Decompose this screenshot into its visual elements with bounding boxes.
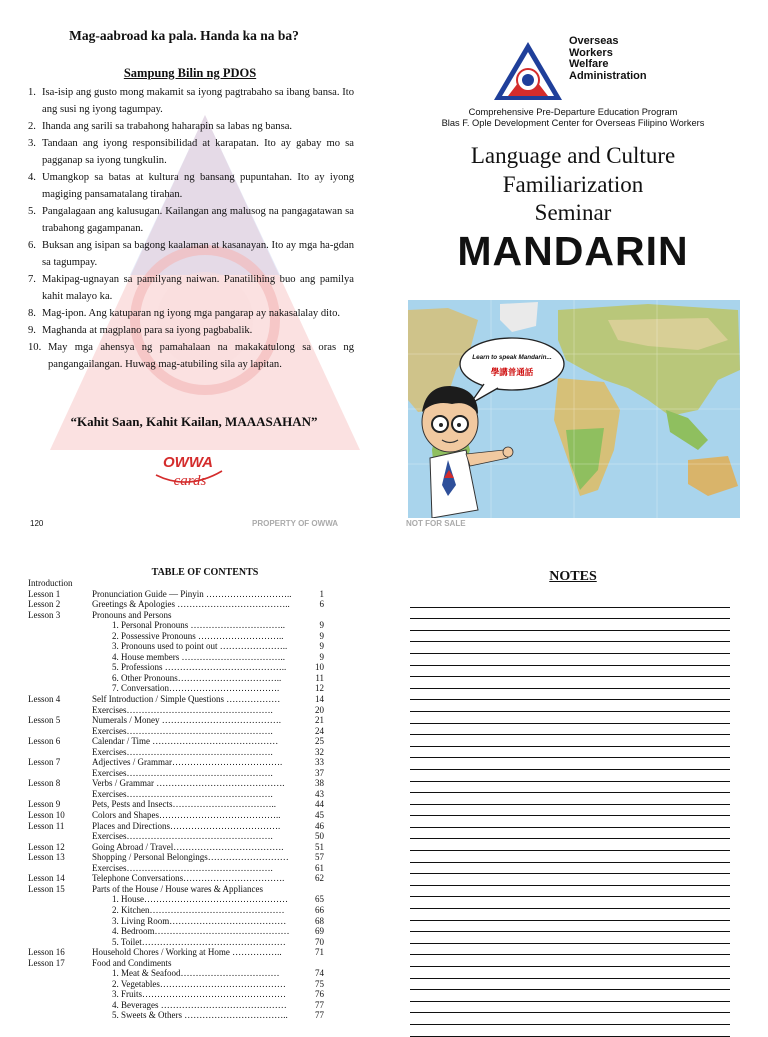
toc-page: 45	[315, 810, 324, 821]
item-text: Mag-ipon. Ang katuparan ng iyong mga pangarap ay nakasalalay dito.	[42, 308, 341, 319]
toc-row	[28, 916, 324, 927]
toc-row	[28, 620, 324, 631]
note-line	[410, 805, 730, 817]
note-line	[410, 596, 730, 608]
toc-entry: 2. Vegetables……………………………………	[112, 978, 286, 989]
toc-entry: Pronunciation Guide — Pinyin ………………………..	[92, 588, 292, 599]
toc-page: 14	[315, 694, 324, 705]
toc-entry: Self Introduction / Simple Questions ………………	[92, 694, 281, 705]
toc-entry: Pronouns and Persons	[92, 609, 172, 620]
toc-entry: 4. Beverages ……………………………………	[112, 999, 287, 1010]
note-line	[410, 677, 730, 689]
toc-row	[28, 863, 324, 874]
note-line	[410, 770, 730, 782]
note-line	[410, 828, 730, 840]
item-number: 6.	[28, 240, 36, 251]
toc-row	[28, 757, 324, 768]
item-number: 8.	[28, 308, 36, 319]
toc-row	[28, 652, 324, 663]
toc-page: 77	[315, 1010, 324, 1021]
not-for-sale-notice: NOT FOR SALE	[406, 519, 466, 528]
note-line	[410, 944, 730, 956]
toc-entry: Household Chores / Working at Home ……………..	[92, 947, 282, 958]
toc-lesson: Lesson 13	[28, 852, 65, 863]
property-notice: PROPERTY OF OWWA	[252, 519, 339, 528]
toc-entry: Exercises………………………………………….	[92, 704, 273, 715]
toc-row	[28, 821, 324, 832]
item-text: Umangkop sa batas at kultura ng bansang pupuntahan. Ito ay iyong magiging pansamatalang tirahan.	[42, 172, 354, 200]
toc-entry: Exercises………………………………………….	[92, 746, 273, 757]
note-line	[410, 793, 730, 805]
toc-entry: Exercises………………………………………….	[92, 862, 273, 873]
toc-page: 9	[319, 651, 324, 662]
toc-page: 61	[315, 862, 324, 873]
toc-row	[28, 905, 324, 916]
toc-page: 44	[315, 799, 324, 810]
toc-page: 69	[315, 926, 324, 937]
toc-row	[28, 768, 324, 779]
note-line	[410, 909, 730, 921]
toc-page: 10	[315, 662, 324, 673]
slogan: “Kahit Saan, Kahit Kailan, MAAASAHAN”	[70, 414, 318, 429]
svg-text:cards: cards	[173, 473, 207, 489]
toc-entry: Colors and Shapes…………………………………..	[92, 810, 281, 821]
toc-lesson: Lesson 2	[28, 599, 61, 610]
note-line	[410, 816, 730, 828]
toc-row	[28, 705, 324, 716]
toc-page: 50	[315, 831, 324, 842]
item-text: Ihanda ang sarili sa trabahong haharapin sa labas ng bansa.	[42, 121, 293, 132]
toc-page: 68	[315, 915, 324, 926]
toc-entry: Verbs / Grammar …………………………………….	[92, 778, 285, 789]
toc-entry: 5. Professions …………………………………..	[112, 662, 287, 673]
toc-row	[28, 715, 324, 726]
toc-row	[28, 789, 324, 800]
note-line	[410, 724, 730, 736]
toc-entry: Pets, Pests and Insects……………………………..	[92, 799, 276, 810]
toc-entry: Exercises………………………………………….	[92, 831, 273, 842]
toc-page: 66	[315, 904, 324, 915]
toc-page: 65	[315, 894, 324, 905]
note-line	[410, 1002, 730, 1014]
toc-row	[28, 810, 324, 821]
toc-lesson: Lesson 15	[28, 883, 65, 894]
list-item	[28, 322, 354, 339]
item-number: 9.	[28, 325, 36, 336]
note-line	[410, 758, 730, 770]
toc-row	[28, 947, 324, 958]
item-number: 3.	[28, 138, 36, 149]
org-name	[569, 36, 647, 82]
toc-row	[28, 799, 324, 810]
toc-entry: Greetings & Apologies ………………………………..	[92, 599, 290, 610]
toc-page: 37	[315, 767, 324, 778]
toc-page: 25	[315, 736, 324, 747]
note-line	[410, 631, 730, 643]
toc-entry: 3. Living Room…………………………………	[112, 915, 287, 926]
toc-row	[28, 873, 324, 884]
toc-page: 9	[319, 641, 324, 652]
toc-lesson: Lesson 17	[28, 957, 65, 968]
toc-page: 71	[315, 947, 324, 958]
item-text: Pangalagaan ang kalusugan. Kailangan ang malusog na pangagatawan sa trabahong gagampanan.	[42, 206, 354, 234]
org-name-line: Workers	[569, 46, 613, 59]
toc-lesson: Lesson 11	[28, 820, 65, 831]
toc-lesson: Lesson 16	[28, 947, 65, 958]
toc-row	[28, 1000, 324, 1011]
toc-entry: Exercises………………………………………….	[92, 725, 273, 736]
toc-row	[28, 894, 324, 905]
item-number: 1.	[28, 87, 36, 98]
toc-entry: 6. Other Pronouns……………………………..	[112, 672, 282, 683]
toc-page: 46	[315, 820, 324, 831]
toc-row	[28, 884, 324, 895]
toc-page: 70	[315, 936, 324, 947]
note-line	[410, 967, 730, 979]
note-line	[410, 851, 730, 863]
toc-row	[28, 631, 324, 642]
toc-page: 9	[319, 630, 324, 641]
item-text: Makipag-ugnayan sa pamilyang naiwan. Panatilihing buo ang pamilya kahit malayo ka.	[42, 274, 354, 302]
toc-entry: 4. House members ……………………………..	[112, 651, 285, 662]
note-line	[410, 1025, 730, 1037]
note-line	[410, 955, 730, 967]
toc-lesson: Lesson 12	[28, 841, 65, 852]
note-line	[410, 666, 730, 678]
toc-page: 51	[315, 841, 324, 852]
toc-page: 74	[315, 968, 324, 979]
owwa-logo	[492, 40, 564, 102]
toc-page: 6	[319, 599, 324, 610]
note-line	[410, 921, 730, 933]
speech-bubble-text: Learn to speak Mandarin...	[472, 354, 552, 361]
note-line	[410, 979, 730, 991]
language-title: MANDARIN	[457, 228, 689, 274]
toc-entry: Food and Condiments	[92, 957, 172, 968]
program-line: Blas F. Ople Development Center for Overseas Filipino Workers	[441, 117, 705, 128]
toc-entry: Adjectives / Grammar……………………………….	[92, 757, 283, 768]
world-map-illustration	[408, 300, 740, 518]
list-item	[28, 135, 354, 169]
list-item	[28, 84, 354, 118]
toc-page: 38	[315, 778, 324, 789]
toc-entry: 5. Sweets & Others ……………………………..	[112, 1010, 288, 1021]
item-number: 4.	[28, 172, 36, 183]
title-line: Familiarization	[502, 171, 644, 197]
note-line	[410, 886, 730, 898]
note-line	[410, 990, 730, 1002]
toc-row	[28, 852, 324, 863]
toc-entry: Numerals / Money ………………………………….	[92, 715, 281, 726]
toc-page: 77	[315, 999, 324, 1010]
toc-lesson: Lesson 3	[28, 609, 61, 620]
toc-row	[28, 968, 324, 979]
toc-page: 24	[315, 725, 324, 736]
speech-bubble-chinese: 學講普通話	[490, 368, 534, 378]
toc-row	[28, 937, 324, 948]
toc-row	[28, 736, 324, 747]
note-line	[410, 642, 730, 654]
toc-lesson: Lesson 5	[28, 715, 61, 726]
note-line	[410, 712, 730, 724]
list-item	[28, 271, 354, 305]
toc-entry: 5. Toilet…………………………………………	[112, 936, 286, 947]
toc-entry: 1. House…………………………………………	[112, 894, 288, 905]
owwa-cards-logo	[150, 447, 226, 493]
toc-row	[28, 1010, 324, 1021]
note-line	[410, 1013, 730, 1025]
toc-entry: 2. Possessive Pronouns ………………………..	[112, 630, 284, 641]
toc-title: TABLE OF CONTENTS	[151, 567, 259, 578]
toc-row	[28, 979, 324, 990]
list-item	[28, 118, 354, 135]
toc-page: 11	[315, 672, 324, 683]
toc-page: 33	[315, 757, 324, 768]
toc-lesson: Lesson 10	[28, 810, 65, 821]
toc-row	[28, 578, 324, 589]
item-number: 2.	[28, 121, 36, 132]
org-name-line: Overseas	[569, 35, 619, 47]
toc-page: 1	[319, 588, 324, 599]
toc-entry: Exercises………………………………………….	[92, 767, 273, 778]
item-number: 5.	[28, 206, 36, 217]
toc-row	[28, 694, 324, 705]
toc-row	[28, 589, 324, 600]
toc-page: 76	[315, 989, 324, 1000]
toc-page: 9	[319, 620, 324, 631]
notes-title: NOTES	[549, 569, 597, 584]
note-line	[410, 863, 730, 875]
list-item	[28, 339, 354, 373]
toc-entry: Calendar / Time ……………………………………	[92, 736, 279, 747]
toc-row	[28, 926, 324, 937]
item-number: 7.	[28, 274, 36, 285]
toc-page: 21	[315, 715, 324, 726]
toc-lesson: Introduction	[28, 578, 73, 588]
toc-entry: Going Abroad / Travel……………………………….	[92, 841, 284, 852]
item-text: Tandaan ang iyong responsibilidad at karapatan. Ito ay gabay mo sa pagganap sa iyong tungkulin.	[42, 138, 354, 166]
note-line	[410, 897, 730, 909]
toc-row	[28, 958, 324, 969]
toc-entry: Shopping / Personal Belongings………………………	[92, 852, 289, 863]
note-line	[410, 619, 730, 631]
toc-entry: 1. Personal Pronouns …………………………..	[112, 620, 285, 631]
toc-row	[28, 831, 324, 842]
notes-lines	[410, 596, 730, 1037]
seminar-title	[400, 142, 746, 228]
note-line	[410, 782, 730, 794]
toc-entry: 1. Meat & Seafood……………………………	[112, 968, 280, 979]
toc-entry: Parts of the House / House wares & Appliances	[92, 883, 263, 894]
note-line	[410, 654, 730, 666]
list-item	[28, 237, 354, 271]
toc-lesson: Lesson 14	[28, 873, 65, 884]
toc-entry: 3. Pronouns used to point out …………………..	[112, 641, 288, 652]
title-line: Language and Culture	[470, 143, 676, 168]
toc-page: 62	[315, 873, 324, 884]
toc-entry: Places and Directions……………………………….	[92, 820, 281, 831]
toc-row	[28, 683, 324, 694]
toc-lesson: Lesson 4	[28, 694, 61, 705]
table-of-contents	[28, 578, 324, 1021]
toc-page: 43	[315, 788, 324, 799]
item-text: Buksan ang isipan sa bagong kaalaman at kasanayan. Ito ay mga ha-gdan sa tagumpay.	[42, 240, 354, 268]
toc-entry: 4. Bedroom………………………………………	[112, 926, 290, 937]
toc-page: 57	[315, 852, 324, 863]
toc-lesson: Lesson 7	[28, 757, 61, 768]
toc-row	[28, 778, 324, 789]
toc-entry: 3. Fruits…………………………………………	[112, 989, 287, 1000]
toc-entry: 7. Conversation……………………………….	[112, 683, 280, 694]
toc-entry: Exercises………………………………………….	[92, 788, 273, 799]
note-line	[410, 735, 730, 747]
item-number: 10.	[28, 342, 42, 353]
toc-row	[28, 747, 324, 758]
toc-page: 20	[315, 704, 324, 715]
svg-text:OWWA: OWWA	[163, 454, 213, 471]
list-item	[28, 305, 354, 322]
toc-row	[28, 673, 324, 684]
note-line	[410, 874, 730, 886]
toc-lesson: Lesson 8	[28, 778, 61, 789]
note-line	[410, 747, 730, 759]
toc-page: 75	[315, 978, 324, 989]
toc-row	[28, 842, 324, 853]
toc-row	[28, 641, 324, 652]
pdos-list-title: Sampung Bilin ng PDOS	[123, 66, 257, 80]
org-name-line: Administration	[569, 69, 647, 82]
org-name-line: Welfare	[569, 58, 609, 70]
toc-row	[28, 726, 324, 737]
toc-lesson: Lesson 9	[28, 799, 61, 810]
item-text: Maghanda at magplano para sa iyong pagbabalik.	[42, 325, 253, 336]
toc-row	[28, 599, 324, 610]
toc-entry: 2. Kitchen………………………………………	[112, 904, 285, 915]
list-item	[28, 169, 354, 203]
toc-row	[28, 662, 324, 673]
toc-row	[28, 989, 324, 1000]
toc-lesson: Lesson 1	[28, 588, 61, 599]
title-line: Seminar	[534, 200, 612, 225]
item-text: May mga ahensya ng pamahalaan na makakatulong sa oras ng pangangailangan. Huwag mag-atubiling sila ay lapitan.	[48, 342, 354, 370]
toc-lesson: Lesson 6	[28, 736, 61, 747]
note-line	[410, 608, 730, 620]
item-text: Isa-isip ang gusto mong makamit sa iyong pagtrabaho sa ibang bansa. Ito ang susi ng iyong tagumpay.	[42, 87, 354, 115]
note-line	[410, 700, 730, 712]
toc-page: 12	[315, 683, 324, 694]
toc-entry: Telephone Conversations…………………………….	[92, 873, 285, 884]
list-item	[28, 203, 354, 237]
toc-row	[28, 610, 324, 621]
top-title: Mag-aabroad ka pala. Handa ka na ba?	[69, 28, 299, 43]
pdos-list	[28, 84, 354, 373]
toc-page: 32	[315, 746, 324, 757]
page-number: 120	[30, 519, 44, 528]
note-line	[410, 689, 730, 701]
note-line	[410, 839, 730, 851]
note-line	[410, 932, 730, 944]
program-line: Comprehensive Pre-Departure Education Program	[468, 107, 678, 117]
program-subtitle	[400, 107, 746, 128]
